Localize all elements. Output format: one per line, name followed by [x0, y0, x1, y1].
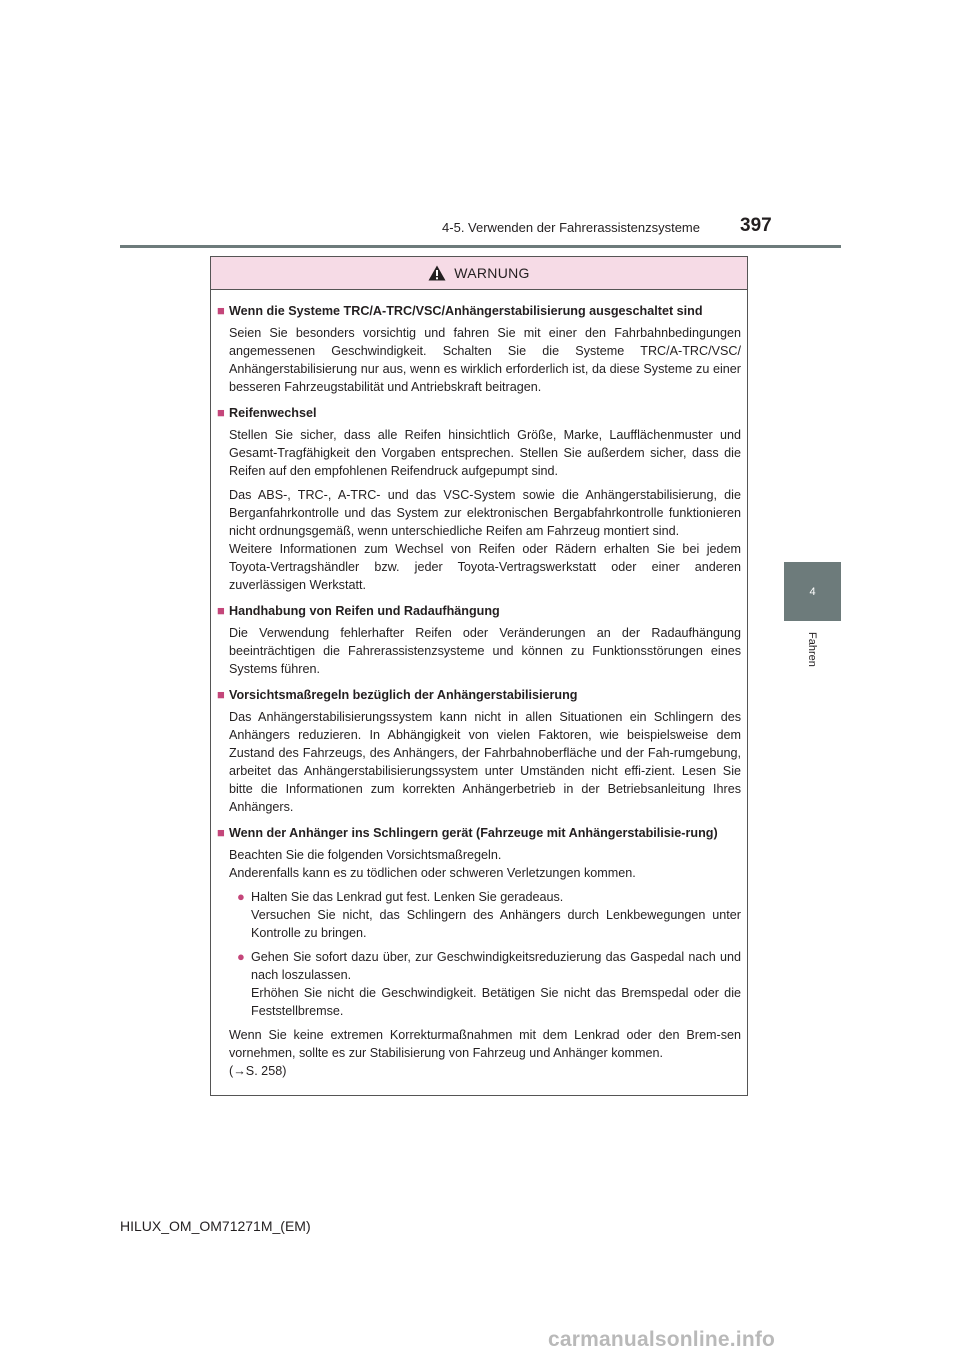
document-id: HILUX_OM_OM71271M_(EM) — [120, 1218, 311, 1234]
header-rule — [120, 245, 841, 248]
section-paragraph: Beachten Sie die folgenden Vorsichtsmaßregeln. Anderenfalls kann es zu tödlichen oder schweren Verletzungen kommen. — [229, 848, 636, 880]
section-paragraph: Das Anhängerstabilisierungssystem kann nicht in allen Situationen ein Schlingern des Anhängers reduzieren. In Abhängigkeit von vielen Faktoren, wie beispielsweise dem Zustand des Fahrzeugs, des Anhängers, der Fahrbahnoberfläche und der Fah-rumgebung, arbeitet das Anhängerstabilisierungssystem unter Umständen nicht effi-zient. Lesen Sie bitte die Informationen zum korrekten Anhängerbetrieb in der Betriebsanleitung Ihres Anhängers. — [229, 710, 741, 814]
warning-section — [217, 404, 741, 594]
warning-body — [211, 290, 747, 1080]
warning-box — [210, 256, 748, 1096]
circle-bullet-icon: ● — [237, 949, 245, 964]
list-item: ● Gehen Sie sofort dazu über, zur Geschwindigkeitsreduzierung das Gaspedal nach und nach loszulassen. Erhöhen Sie nicht die Geschwindigkeit. Betätigen Sie nicht das Bremspedal oder die Feststellbremse. — [237, 949, 741, 1018]
section-title: ■ Wenn der Anhänger ins Schlingern gerät (Fahrzeuge mit Anhängerstabilisie-rung) — [217, 825, 718, 840]
page-reference[interactable]: (→S. 258) — [229, 1064, 287, 1078]
section-paragraph: Weitere Informationen zum Wechsel von Reifen oder Rädern erhalten Sie bei jedem Toyota-Vertragshändler bzw. jeder Toyota-Vertragswerkstatt oder einer anderen zuverlässigen Werkstatt. — [229, 542, 741, 592]
chapter-tab — [784, 562, 841, 621]
warning-triangle-icon — [428, 265, 446, 281]
square-bullet-icon: ■ — [217, 405, 225, 420]
square-bullet-icon: ■ — [217, 603, 225, 618]
chapter-number: 4 — [809, 585, 816, 598]
chapter-label: Fahren — [806, 632, 818, 667]
warning-section — [217, 302, 741, 396]
page-number: 397 — [740, 215, 772, 236]
warning-header — [211, 257, 747, 290]
square-bullet-icon: ■ — [217, 687, 225, 702]
warning-title: WARNUNG — [454, 265, 530, 281]
warning-section — [217, 824, 741, 1080]
header-section-title: 4-5. Verwenden der Fahrerassistenzsysteme — [442, 220, 700, 235]
section-title: ■ Handhabung von Reifen und Radaufhängung — [217, 603, 500, 618]
circle-bullet-icon: ● — [237, 889, 245, 904]
watermark-text: carmanualsonline.info — [548, 1328, 776, 1351]
list-item: ● Halten Sie das Lenkrad gut fest. Lenken Sie geradeaus. Versuchen Sie nicht, das Schlingern des Anhängers durch Lenkbewegungen unter Kontrolle zu bringen. — [237, 889, 741, 940]
section-paragraph: Das ABS-, TRC-, A-TRC- und das VSC-System sowie die Anhängerstabilisierung, die Berganfahrkontrolle und das System zur elektronischen Bergabfahrkontrolle funktionieren nicht ordnungsgemäß, wenn unterschiedliche Reifen am Fahrzeug montiert sind. — [229, 488, 741, 538]
square-bullet-icon: ■ — [217, 825, 225, 840]
section-paragraph: Wenn Sie keine extremen Korrekturmaßnahmen mit dem Lenkrad oder den Brem-sen vornehmen, sollte es zur Stabilisierung von Fahrzeug und Anhänger kommen. (→S. 258) — [229, 1028, 741, 1078]
section-title: ■ Reifenwechsel — [217, 405, 317, 420]
warning-section — [217, 602, 741, 678]
square-bullet-icon: ■ — [217, 303, 225, 318]
section-title: ■ Vorsichtsmaßregeln bezüglich der Anhängerstabilisierung — [217, 687, 578, 702]
section-paragraph: Stellen Sie sicher, dass alle Reifen hinsichtlich Größe, Marke, Laufflächenmuster und Gesamt-Tragfähigkeit den Vorgaben entsprechen. Stellen Sie außerdem sicher, dass die Reifen auf den empfohlenen Reifendruck aufgepumpt sind. — [229, 428, 741, 478]
section-paragraph: Seien Sie besonders vorsichtig und fahren Sie mit einer den Fahrbahnbedingungen angemessenen Geschwindigkeit. Schalten Sie die Systeme TRC/A-TRC/VSC/ Anhängerstabilisierung nur aus, wenn es wirklich erforderlich ist, da diese Systeme zu einer besseren Fahrzeugstabilität und Antriebskraft beitragen. — [229, 326, 741, 394]
section-title: ■ Wenn die Systeme TRC/A-TRC/VSC/Anhängerstabilisierung ausgeschaltet sind — [217, 303, 703, 318]
section-paragraph: Die Verwendung fehlerhafter Reifen oder Veränderungen an der Radaufhängung beeinträchtigen die Fahrerassistenzsysteme und können zu Funktionsstörungen eines Systems führen. — [229, 626, 741, 676]
warning-section — [217, 686, 741, 816]
